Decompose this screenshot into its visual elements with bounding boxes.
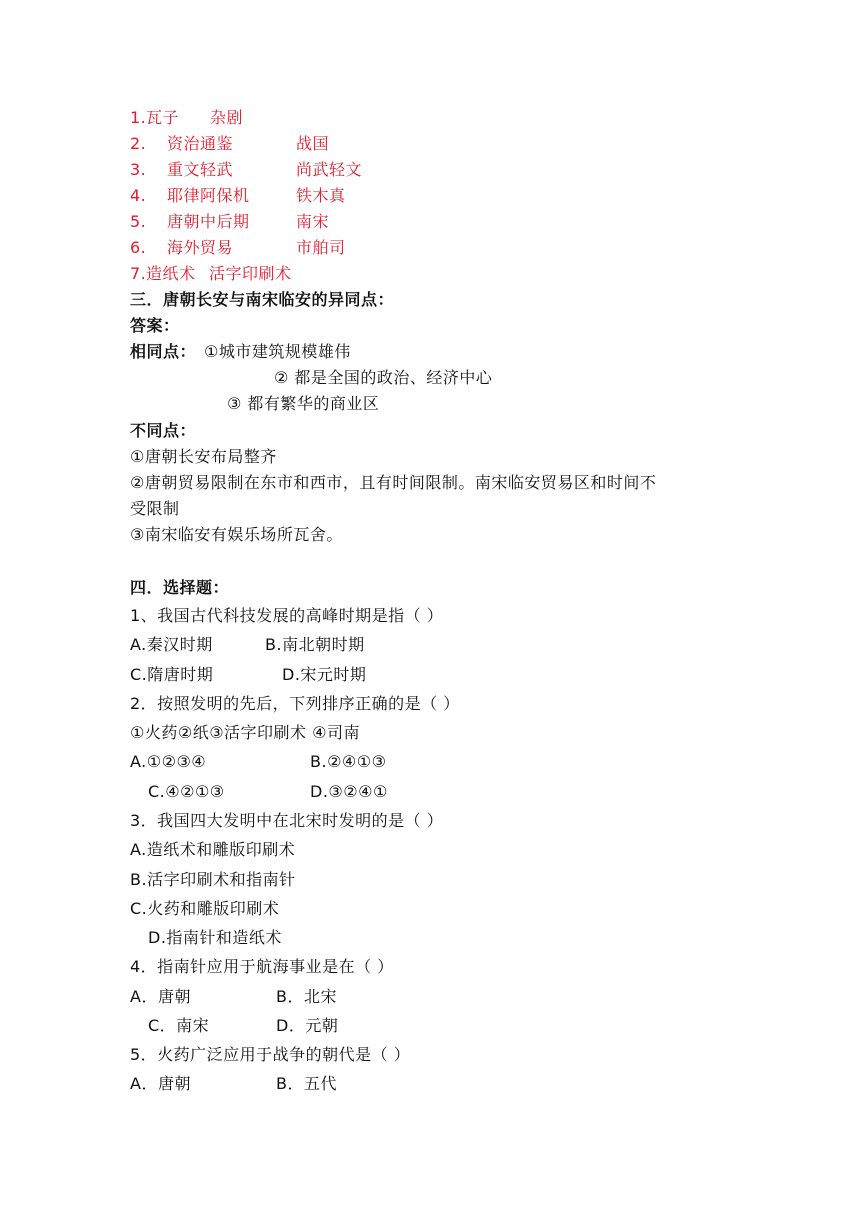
q5-option-a: A．唐朝	[130, 1074, 191, 1093]
q2-option-b: B.②④①③	[310, 752, 387, 771]
question-2: 2．按照发明的先后，下列排序正确的是（ ）	[130, 694, 460, 713]
diff-point-2: ②唐朝贸易限制在东市和西市，且有时间限制。南宋临安贸易区和时间不	[130, 473, 657, 492]
q1-option-c: C.隋唐时期	[130, 665, 214, 684]
answer-b: 活字印刷术	[209, 264, 292, 283]
same-point-1: ①城市建筑规模雄伟	[204, 342, 351, 361]
answer-label: 答案：	[130, 316, 180, 335]
q3-option-d: D.指南针和造纸术	[148, 928, 282, 947]
answer-b: 杂剧	[210, 108, 244, 127]
answer-number: 2.	[130, 134, 147, 153]
q1-option-d: D.宋元时期	[282, 665, 367, 684]
answer-b: 尚武轻文	[296, 160, 363, 179]
answer-b: 铁木真	[296, 186, 346, 205]
answer-number: 1.	[130, 108, 147, 127]
diff-label: 不同点：	[130, 421, 197, 440]
question-3: 3．我国四大发明中在北宋时发明的是（ ）	[130, 811, 444, 830]
diff-point-2-cont: 受限制	[130, 499, 180, 518]
same-label: 相同点：	[130, 342, 197, 361]
section3-title: 三．唐朝长安与南宋临安的异同点：	[130, 290, 395, 309]
q4-option-b: B．北宋	[276, 987, 337, 1006]
q3-option-b: B.活字印刷术和指南针	[130, 870, 296, 889]
answer-number: 3.	[130, 160, 147, 179]
answer-a: 海外贸易	[167, 238, 234, 257]
same-point-2: ② 都是全国的政治、经济中心	[274, 368, 493, 387]
question-4: 4．指南针应用于航海事业是在（ ）	[130, 957, 394, 976]
answer-b: 南宋	[296, 212, 330, 231]
q2-items: ①火药②纸③活字印刷术 ④司南	[130, 723, 360, 742]
q5-option-b: B．五代	[276, 1074, 337, 1093]
answer-b: 战国	[296, 134, 330, 153]
q4-option-d: D．元朝	[276, 1016, 339, 1035]
answer-number: 5.	[130, 212, 147, 231]
q4-option-a: A．唐朝	[130, 987, 191, 1006]
q2-option-a: A.①②③④	[130, 752, 207, 771]
q1-option-a: A.秦汉时期	[130, 635, 213, 654]
diff-point-1: ①唐朝长安布局整齐	[130, 447, 277, 466]
answer-number: 4.	[130, 186, 147, 205]
q3-option-a: A.造纸术和雕版印刷术	[130, 840, 296, 859]
q4-option-c: C．南宋	[148, 1016, 210, 1035]
diff-point-3: ③南宋临安有娱乐场所瓦舍。	[130, 525, 343, 544]
question-5: 5．火药广泛应用于战争的朝代是（ ）	[130, 1045, 411, 1064]
answer-number: 6.	[130, 238, 147, 257]
q2-option-d: D.③②④①	[310, 782, 388, 801]
section4-title: 四．选择题：	[130, 578, 230, 597]
q3-option-c: C.火药和雕版印刷术	[130, 899, 280, 918]
q1-option-b: B.南北朝时期	[265, 635, 365, 654]
answer-b: 市舶司	[296, 238, 346, 257]
q2-option-c: C.④②①③	[148, 782, 225, 801]
answer-a: 资治通鉴	[167, 134, 234, 153]
answer-number: 7.	[130, 264, 147, 283]
answer-a: 唐朝中后期	[167, 212, 250, 231]
same-point-3: ③ 都有繁华的商业区	[227, 394, 380, 413]
question-1: 1、我国古代科技发展的高峰时期是指（ ）	[130, 606, 444, 625]
answer-a: 耶律阿保机	[167, 186, 250, 205]
answer-a: 瓦子	[146, 108, 180, 127]
answer-a: 造纸术	[146, 264, 196, 283]
answer-a: 重文轻武	[167, 160, 234, 179]
